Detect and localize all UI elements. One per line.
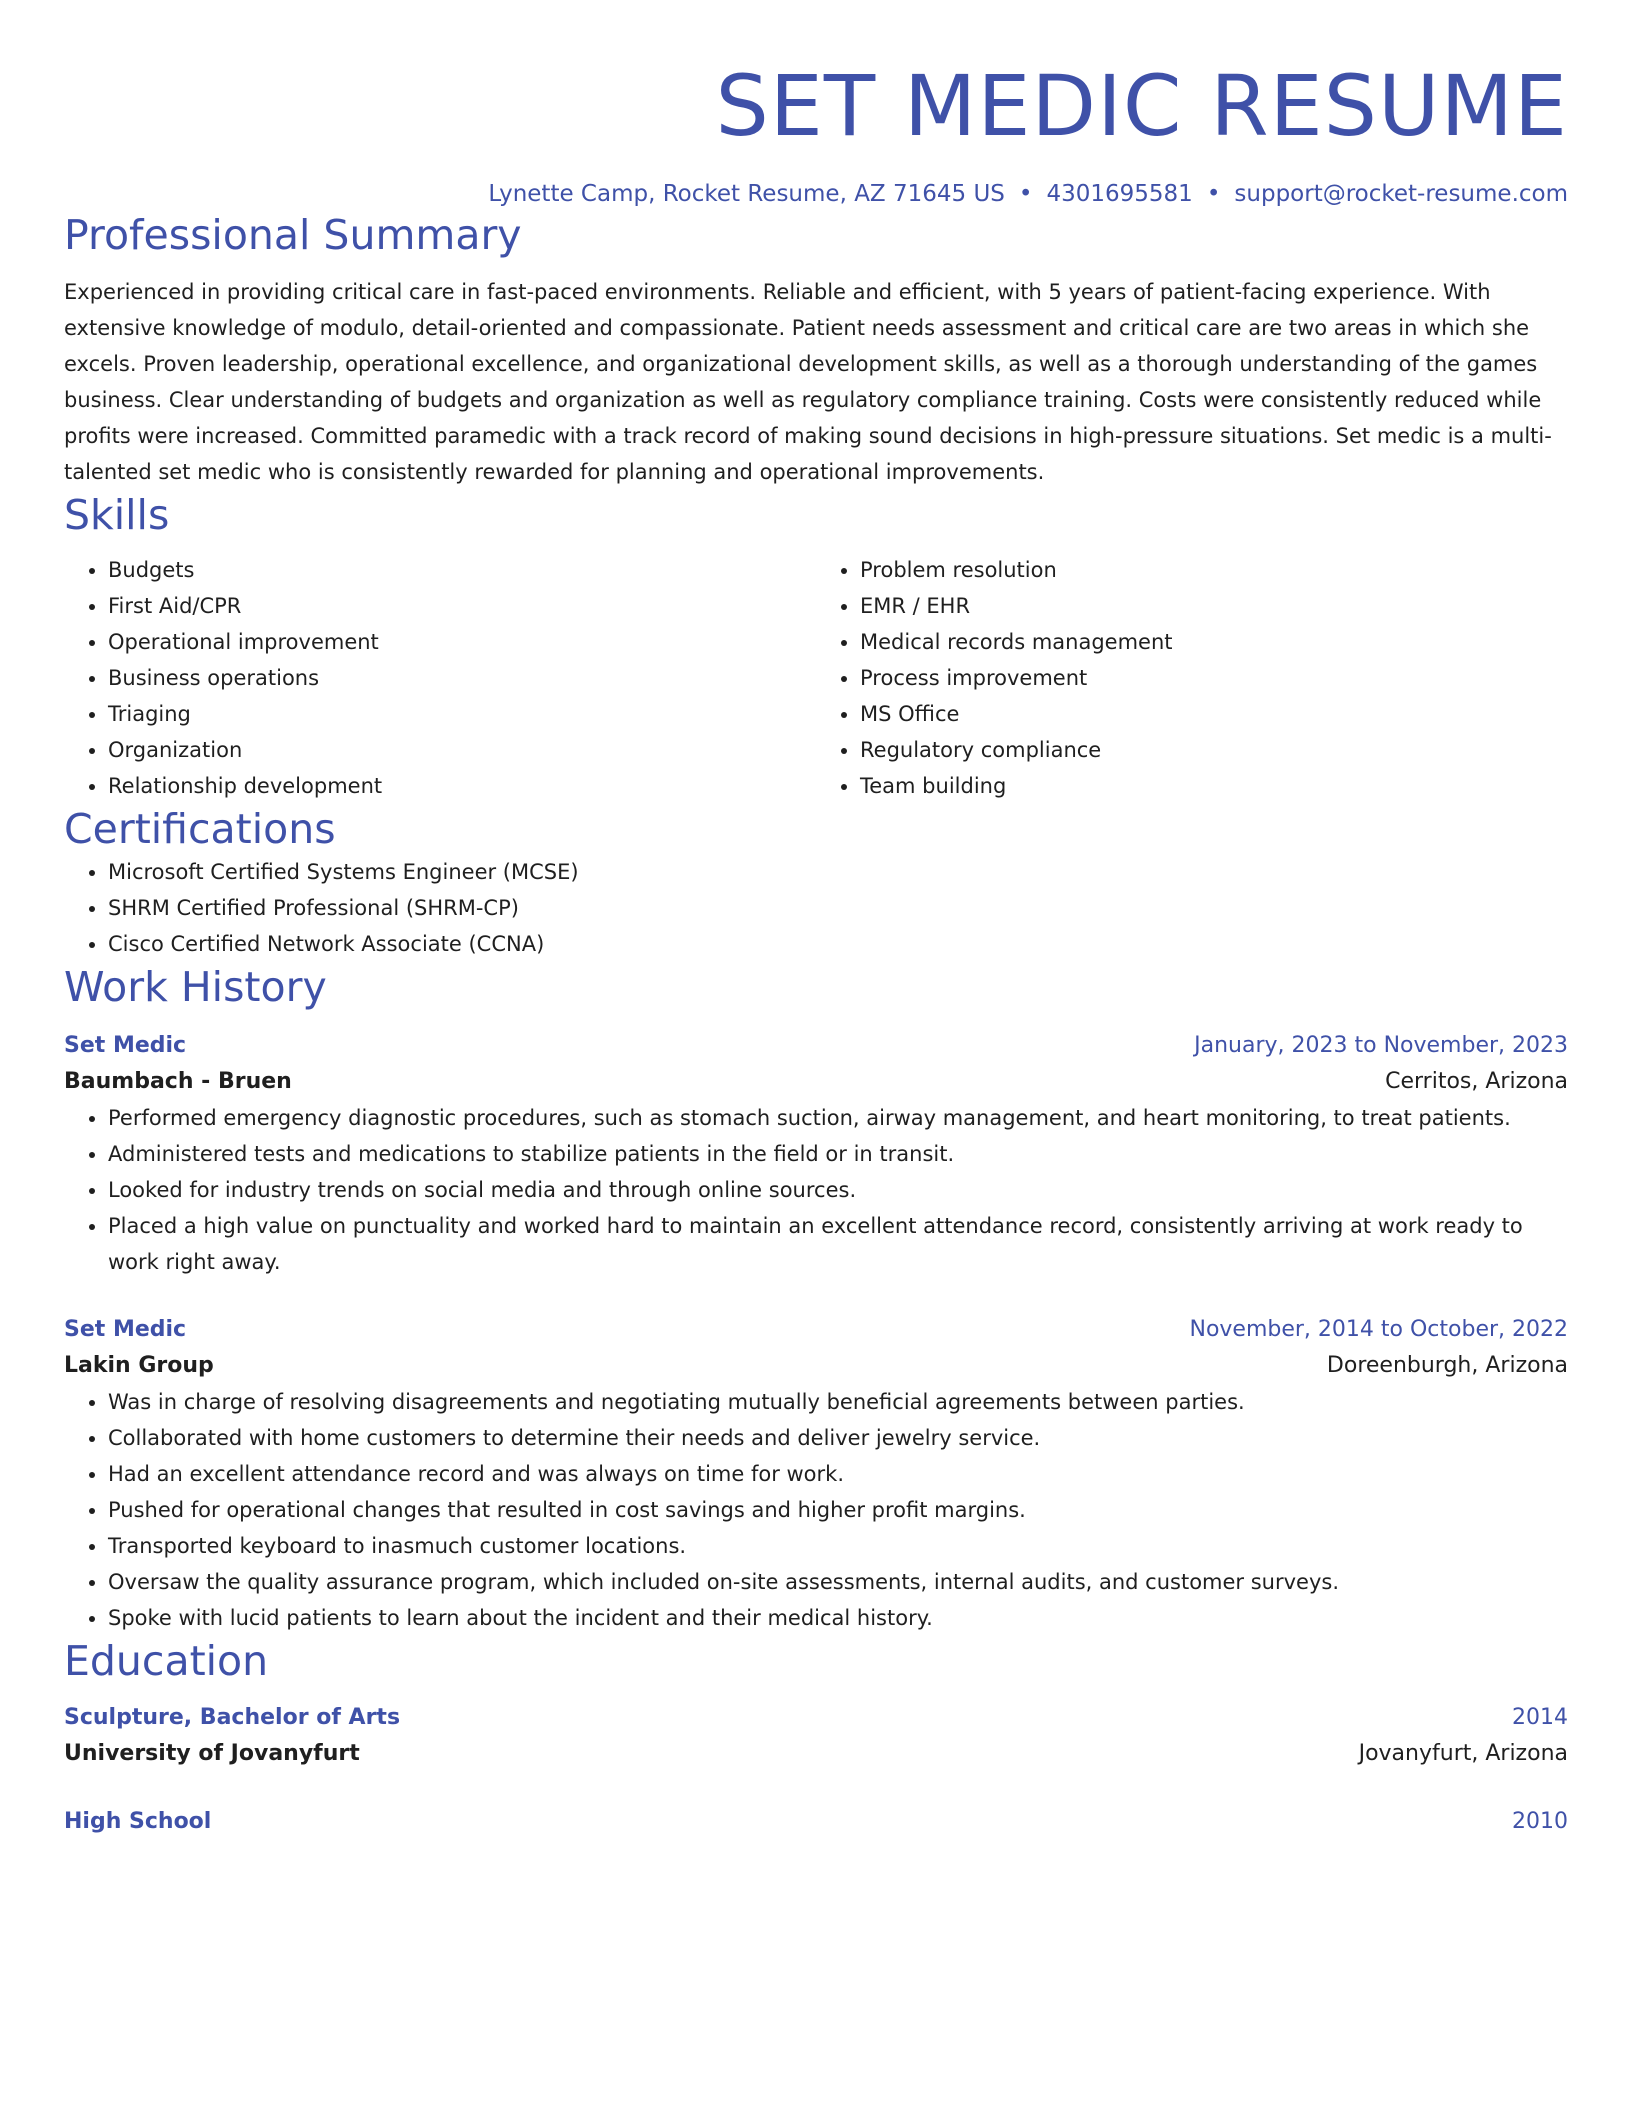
job-company-row [64, 1064, 1568, 1100]
education-degree: High School [64, 1809, 212, 1834]
certification-item: • Microsoft Certified Systems Engineer (MCSE) [108, 854, 1568, 890]
job-bullet: • Looked for industry trends on social media and through online sources. [108, 1172, 1568, 1208]
job-bullet: • Placed a high value on punctuality and worked hard to maintain an excellent attendance record, consistently arriving at work ready to work right away. [108, 1208, 1568, 1280]
education-year: 2010 [1512, 1809, 1568, 1834]
job-location: Doreenburgh, Arizona [1326, 1353, 1568, 1378]
contact-phone[interactable]: 4301695581 [1046, 181, 1193, 207]
skill-item: • MS Office [860, 696, 1568, 732]
job-dates: January, 2023 to November, 2023 [1194, 1033, 1568, 1058]
skill-item: • Triaging [108, 696, 816, 732]
job-bullet: • Had an excellent attendance record and was always on time for work. [108, 1456, 1568, 1492]
contact-address: Lynette Camp, Rocket Resume, AZ 71645 US [488, 181, 1005, 207]
job-bullet: • Collaborated with home customers to determine their needs and deliver jewelry service. [108, 1420, 1568, 1456]
skill-item: • Process improvement [860, 660, 1568, 696]
contact-separator: • [1018, 181, 1033, 207]
job-bullet: • Was in charge of resolving disagreements and negotiating mutually beneficial agreements between parties. [108, 1384, 1568, 1420]
skill-item: • Medical records management [860, 624, 1568, 660]
job-bullet: • Performed emergency diagnostic procedures, such as stomach suction, airway management, and heart monitoring, to treat patients. [108, 1100, 1568, 1136]
skill-item: • EMR / EHR [860, 588, 1568, 624]
education-school-row [64, 1736, 1568, 1772]
education-degree: Sculpture, Bachelor of Arts [64, 1705, 401, 1730]
education-school: University of Jovanyfurt [64, 1741, 360, 1766]
resume-title: SET MEDIC RESUME [715, 57, 1568, 155]
certifications-list [64, 854, 1568, 962]
job-bullet: • Spoke with lucid patients to learn about the incident and their medical history. [108, 1600, 1568, 1636]
education-location: Jovanyfurt, Arizona [1358, 1741, 1568, 1766]
job-location: Cerritos, Arizona [1385, 1069, 1568, 1094]
skill-item: • Budgets [108, 552, 816, 588]
job-company-row [64, 1348, 1568, 1384]
work-history-heading: Work History [64, 963, 327, 1011]
summary-text: Experienced in providing critical care in fast-paced environments. Reliable and efficient, with 5 years of patient-facing experience. With extensive knowledge of modulo, detail-oriented and compassionate. Patient needs assessment and critical care are two areas in which she excels. Proven leadership, operational excellence, and organizational development skills, as well as a thorough understanding of the games business. Clear understanding of budgets and organization as well as regulatory compliance training. Costs were consistently reduced while profits were increased. Committed paramedic with a track record of making sound decisions in high-pressure situations. Set medic is a multi-talented set medic who is consistently rewarded for planning and operational improvements. [64, 280, 1552, 484]
education-entry [64, 1700, 1568, 1772]
job-bullet: • Pushed for operational changes that resulted in cost savings and higher profit margins. [108, 1492, 1568, 1528]
job-title: Set Medic [64, 1033, 187, 1058]
skill-item: • Problem resolution [860, 552, 1568, 588]
job-bullet: • Administered tests and medications to stabilize patients in the field or in transit. [108, 1136, 1568, 1172]
contact-line [64, 178, 1568, 210]
job-bullets [64, 1100, 1568, 1280]
job-entry [64, 1312, 1568, 1636]
skill-item: • Operational improvement [108, 624, 816, 660]
job-bullet: • Oversaw the quality assurance program, which included on-site assessments, internal audits, and customer surveys. [108, 1564, 1568, 1600]
job-entry [64, 1028, 1568, 1280]
skills-left-list [64, 552, 816, 804]
certification-item: • Cisco Certified Network Associate (CCNA) [108, 926, 1568, 962]
skill-item: • Organization [108, 732, 816, 768]
education-degree-row [64, 1700, 1568, 1736]
job-dates: November, 2014 to October, 2022 [1189, 1317, 1568, 1342]
job-company: Lakin Group [64, 1353, 214, 1378]
contact-separator: • [1206, 181, 1221, 207]
education-heading: Education [64, 1637, 269, 1685]
job-title-row [64, 1312, 1568, 1348]
job-title-row [64, 1028, 1568, 1064]
certification-item: • SHRM Certified Professional (SHRM-CP) [108, 890, 1568, 926]
job-bullets [64, 1384, 1568, 1636]
job-company: Baumbach - Bruen [64, 1069, 292, 1094]
skills-right-list [816, 552, 1568, 804]
skill-item: • Regulatory compliance [860, 732, 1568, 768]
skills-heading: Skills [64, 491, 170, 539]
certifications-heading: Certifications [64, 805, 336, 853]
job-bullet: • Transported keyboard to inasmuch customer locations. [108, 1528, 1568, 1564]
skill-item: • First Aid/CPR [108, 588, 816, 624]
skill-item: • Team building [860, 768, 1568, 804]
skill-item: • Business operations [108, 660, 816, 696]
education-year: 2014 [1512, 1705, 1568, 1730]
contact-email[interactable]: support@rocket-resume.com [1234, 181, 1568, 207]
skill-item: • Relationship development [108, 768, 816, 804]
education-degree-row [64, 1804, 1568, 1840]
education-entry [64, 1804, 1568, 1840]
skills-columns [64, 552, 1568, 804]
summary-heading: Professional Summary [64, 211, 522, 259]
job-title: Set Medic [64, 1317, 187, 1342]
